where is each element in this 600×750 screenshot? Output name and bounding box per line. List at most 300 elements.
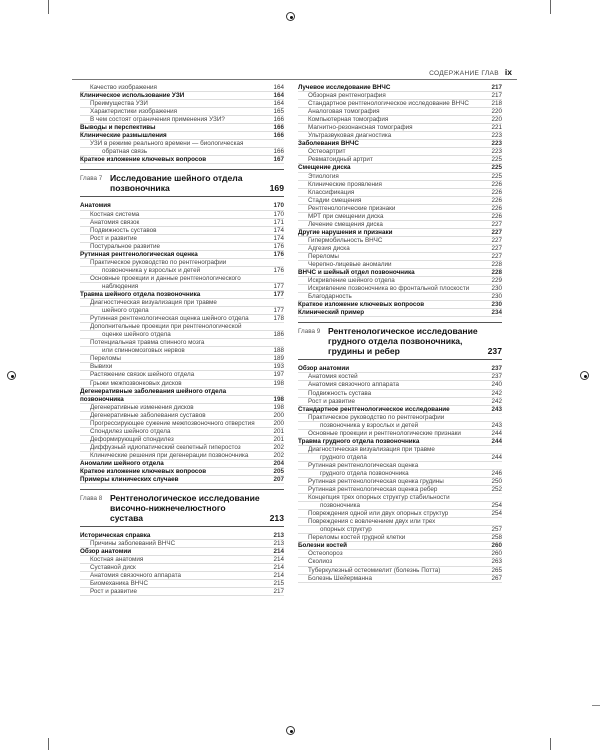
toc-entry-page: 202: [273, 443, 284, 451]
toc-entry: [80, 396, 284, 404]
toc-entry-page: 228: [491, 261, 502, 269]
toc-entry-page: 201: [273, 427, 284, 435]
toc-entry: [80, 412, 284, 420]
toc-entry: [298, 269, 502, 277]
toc-entry-page: 198: [273, 395, 284, 403]
toc-entry-page: 214: [273, 564, 284, 572]
toc-entry-title: Стадии смещения: [308, 196, 362, 204]
toc-entry: [80, 452, 284, 460]
toc-entry-title: Анатомия связочного аппарата: [308, 381, 400, 389]
toc-entry-page: 254: [491, 502, 502, 510]
toc-entry: [298, 293, 502, 301]
toc-entry-title: Смещение диска: [298, 164, 351, 172]
toc-entry-title: Клинические размышления: [80, 132, 167, 140]
toc-entry-title: ВНЧС и шейный отдел позвоночника: [298, 269, 415, 277]
toc-entry-title: Диагностическая визуализация при травме: [308, 445, 435, 453]
toc-entry: [298, 446, 502, 454]
toc-entry-title: Причины заболеваний ВНЧС: [90, 540, 176, 548]
toc-entry-page: 197: [273, 371, 284, 379]
toc-entry: [298, 92, 502, 100]
toc-entry-title: Рутинная рентгенологическая оценка ребер: [308, 486, 438, 494]
toc-entry-title: Черепно-лицевые аномалии: [308, 261, 392, 269]
running-head: [429, 67, 512, 77]
toc-entry-page: 189: [273, 355, 284, 363]
toc-entry-title: Лечение смещения диска: [308, 220, 383, 228]
toc-entry-title: Болезнь Шейерманна: [308, 574, 373, 582]
toc-entry-title: Костная система: [90, 210, 140, 218]
toc-entry: [80, 468, 284, 476]
running-head-section: СОДЕРЖАНИЕ ГЛАВ: [429, 70, 499, 77]
toc-entry-page: 227: [491, 252, 502, 260]
toc-entry-title: Туберкулезный остеомиелит (болезнь Потта): [308, 566, 441, 574]
toc-entry: [298, 108, 502, 116]
toc-entry: [80, 219, 284, 227]
toc-entry-page: 207: [273, 476, 284, 484]
toc-entry-title: опорных структур: [320, 526, 372, 534]
registration-mark-right: [580, 371, 589, 380]
toc-entry-page: 223: [491, 148, 502, 156]
toc-entry-title: Характеристики изображения: [90, 108, 178, 116]
toc-entry-title: Этиология: [308, 172, 339, 180]
toc-entry-title: Костная анатомия: [90, 556, 144, 564]
toc-entry: [80, 388, 284, 396]
toc-entry-page: 258: [491, 534, 502, 542]
toc-entry-title: Искривление шейного отдела: [308, 277, 395, 285]
toc-entry: [80, 100, 284, 108]
toc-entry: [298, 575, 502, 583]
toc-entry-page: 260: [491, 550, 502, 558]
toc-entry-page: 200: [273, 411, 284, 419]
toc-entry-title: Основные проекции и данные рентгенологического: [90, 274, 241, 282]
toc-entry-title: Рентгенологические признаки: [308, 204, 396, 212]
toc-entry: [80, 355, 284, 363]
toc-entry: [298, 406, 502, 414]
crop-mark-bottom-right: [550, 738, 551, 750]
toc-entry-title: Гипермобильность ВНЧС: [308, 236, 383, 244]
toc-entry: [298, 373, 502, 381]
toc-entry: [298, 277, 502, 285]
toc-entry-page: 193: [273, 363, 284, 371]
toc-entry: [298, 558, 502, 566]
toc-entry-title: Травма шейного отдела позвоночника: [80, 290, 201, 298]
toc-entry: [80, 283, 284, 291]
toc-entry-page: 243: [491, 405, 502, 413]
toc-entry-title: Анатомия костей: [308, 373, 358, 381]
toc-entry: [80, 243, 284, 251]
toc-entry: [80, 371, 284, 379]
toc-entry-title: Основные проекции и рентгенологические признаки: [308, 429, 461, 437]
toc-entry-title: Преимущества УЗИ: [90, 100, 148, 108]
toc-entry-title: Вывихи: [90, 363, 113, 371]
toc-entry: [80, 92, 284, 100]
toc-entry-title: Анатомия связок: [90, 218, 140, 226]
toc-entry-page: 202: [273, 451, 284, 459]
toc-entry: [298, 470, 502, 478]
toc-entry-page: 176: [273, 266, 284, 274]
toc-entry: [298, 116, 502, 124]
toc-entry-page: 213: [273, 532, 284, 540]
toc-entry: [80, 315, 284, 323]
toc-entry-page: 166: [273, 148, 284, 156]
toc-entry-title: Анатомия связочного аппарата: [90, 572, 182, 580]
registration-mark-left: [7, 371, 16, 380]
toc-entry-page: 226: [491, 188, 502, 196]
crop-mark-top-right: [550, 0, 551, 14]
toc-entry-page: 244: [491, 453, 502, 461]
toc-entry: [80, 331, 284, 339]
toc-entry: [298, 285, 502, 293]
toc-entry: [80, 588, 284, 596]
toc-entry: [80, 202, 284, 210]
toc-entry-title: Магнитно-резонансная томография: [308, 124, 413, 132]
toc-entry-page: 250: [491, 478, 502, 486]
toc-entry: [298, 253, 502, 261]
toc-entry-page: 201: [273, 435, 284, 443]
chapter-heading: [80, 489, 284, 527]
toc-entry-page: 226: [491, 196, 502, 204]
toc-entry: [298, 518, 502, 526]
toc-entry-title: Биомеханика ВНЧС: [90, 580, 149, 588]
toc-entry-title: Обзорная рентгенография: [308, 92, 386, 100]
toc-entry-title: Адгезия диска: [308, 244, 350, 252]
chapter-label: Глава 9: [298, 328, 321, 336]
toc-entry-title: Аналоговая томография: [308, 108, 380, 116]
toc-entry-title: Переломы костей грудной клетки: [308, 534, 406, 542]
toc-entry-page: 237: [491, 373, 502, 381]
toc-entry-title: Ультразвуковая диагностика: [308, 132, 392, 140]
toc-entry-title: Историческая справка: [80, 532, 151, 540]
chapter-title: Рентгенологическое исследование височно-нижнечелюстного сустава: [110, 493, 260, 524]
toc-entry: [298, 229, 502, 237]
chapter-label: Глава 8: [80, 495, 103, 503]
toc-entry-title: Переломы: [90, 355, 121, 363]
toc-entry: [80, 299, 284, 307]
toc-entry-title: позвоночника у взрослых и детей: [320, 421, 419, 429]
header-rule: [72, 79, 517, 80]
toc-entry-title: Потенциальная травма спинного мозга: [90, 339, 205, 347]
toc-entry-page: 214: [273, 572, 284, 580]
toc-entry-title: Клинические проявления: [308, 180, 382, 188]
toc-entry-page: 229: [491, 277, 502, 285]
toc-entry-page: 218: [491, 100, 502, 108]
toc-entry: [80, 436, 284, 444]
toc-entry: [298, 205, 502, 213]
toc-entry-page: 252: [491, 486, 502, 494]
toc-entry-title: Остеопороз: [308, 550, 343, 558]
toc-entry: [80, 291, 284, 299]
toc-entry-title: Стандартное рентгенологическое исследование ВНЧС: [308, 100, 469, 108]
toc-entry-title: Компьютерная томография: [308, 116, 389, 124]
toc-entry-title: УЗИ в режиме реального времени — биологическая: [90, 140, 244, 148]
chapter-page: 169: [269, 183, 284, 194]
toc-entry: [80, 211, 284, 219]
toc-entry-title: Клиническое использование УЗИ: [80, 92, 185, 100]
toc-column-left: [80, 84, 284, 596]
toc-entry-title: Повреждения одной или двух опорных структур: [308, 510, 449, 518]
toc-entry-title: позвоночника у взрослых и детей: [102, 266, 201, 274]
toc-entry-page: 217: [491, 92, 502, 100]
toc-entry-page: 164: [273, 92, 284, 100]
toc-entry: [298, 173, 502, 181]
toc-entry: [80, 307, 284, 315]
toc-entry-title: Дополнительные проекции при рентгенологической: [90, 323, 242, 331]
toc-entry-page: 171: [273, 218, 284, 226]
toc-entry-page: 177: [273, 290, 284, 298]
toc-entry-page: 227: [491, 220, 502, 228]
toc-entry: [80, 267, 284, 275]
toc-entry: [80, 108, 284, 116]
toc-entry-page: 226: [491, 204, 502, 212]
toc-entry: [298, 414, 502, 422]
toc-entry: [298, 422, 502, 430]
bleed-line: [592, 705, 600, 706]
toc-entry: [80, 532, 284, 540]
toc-entry-page: 214: [273, 548, 284, 556]
toc-entry: [298, 156, 502, 164]
toc-entry-page: 267: [491, 574, 502, 582]
toc-entry: [80, 347, 284, 355]
toc-entry-title: Болезни костей: [298, 542, 347, 550]
toc-entry-title: Обзор анатомии: [298, 365, 350, 373]
toc-entry-title: Деформирующий спондилез: [90, 435, 174, 443]
toc-entry-page: 200: [273, 419, 284, 427]
toc-entry: [298, 494, 502, 502]
toc-entry-page: 230: [491, 293, 502, 301]
toc-entry-page: 227: [491, 228, 502, 236]
toc-entry-title: Качество изображения: [90, 84, 157, 91]
toc-entry-title: Рутинная рентгенологическая оценка: [80, 250, 198, 258]
toc-entry-page: 263: [491, 558, 502, 566]
toc-entry-title: Лучевое исследование ВНЧС: [298, 84, 391, 91]
toc-entry-page: 225: [491, 156, 502, 164]
toc-entry-title: Рост и развитие: [90, 234, 138, 242]
toc-entry: [298, 486, 502, 494]
toc-entry: [298, 381, 502, 389]
toc-entry-page: 228: [491, 269, 502, 277]
toc-entry: [80, 444, 284, 452]
registration-mark-top: [286, 12, 295, 21]
toc-entry-title: Рост и развитие: [90, 588, 138, 596]
toc-entry-title: Краткое изложение ключевых вопросов: [298, 301, 425, 309]
toc-entry-title: Рутинная рентгенологическая оценка грудины: [308, 478, 444, 486]
toc-entry: [298, 510, 502, 518]
toc-entry: [80, 116, 284, 124]
toc-entry-page: 220: [491, 108, 502, 116]
toc-entry: [298, 237, 502, 245]
toc-entry-title: позвоночника: [80, 395, 124, 403]
toc-entry-title: Другие нарушения и признаки: [298, 228, 393, 236]
crop-mark-bottom-left: [48, 738, 49, 750]
toc-entry: [298, 181, 502, 189]
toc-entry: [80, 84, 284, 92]
toc-entry: [80, 548, 284, 556]
toc-entry-page: 164: [273, 84, 284, 91]
toc-entry: [298, 221, 502, 229]
toc-entry-page: 186: [273, 331, 284, 339]
toc-entry-page: 166: [273, 116, 284, 124]
toc-entry-page: 237: [491, 365, 502, 373]
toc-entry-page: 226: [491, 180, 502, 188]
toc-entry-title: Клинический пример: [298, 309, 365, 317]
toc-entry-page: 165: [273, 108, 284, 116]
toc-entry-title: Классификация: [308, 188, 355, 196]
toc-entry-title: Повреждения с вовлечением двух или трех: [308, 518, 436, 526]
toc-entry-page: 246: [491, 469, 502, 477]
toc-entry-title: Диффузный идиопатический скелетный гиперостоз: [90, 443, 241, 451]
toc-entry: [298, 189, 502, 197]
toc-entry: [298, 438, 502, 446]
toc-entry-title: наблюдения: [102, 282, 139, 290]
toc-entry-page: 225: [491, 164, 502, 172]
toc-entry-title: Практическое руководство по рентгенографии: [90, 258, 227, 266]
toc-entry-title: Ревматоидный артрит: [308, 156, 373, 164]
toc-entry-page: 188: [273, 347, 284, 355]
toc-entry: [298, 567, 502, 575]
toc-entry-page: 177: [273, 282, 284, 290]
toc-entry-page: 227: [491, 244, 502, 252]
toc-entry-title: МРТ при смещении диска: [308, 212, 384, 220]
toc-entry-page: 178: [273, 315, 284, 323]
toc-entry-page: 176: [273, 242, 284, 250]
toc-entry: [298, 454, 502, 462]
toc-entry-page: 217: [273, 588, 284, 596]
toc-entry-page: 265: [491, 566, 502, 574]
toc-entry-title: Грыжи межпозвонковых дисков: [90, 379, 182, 387]
toc-entry: [80, 148, 284, 156]
toc-entry-title: Прогрессирующее сужение межпозвоночного отверстия: [90, 419, 255, 427]
toc-entry: [80, 428, 284, 436]
toc-entry-page: 213: [273, 540, 284, 548]
toc-entry-page: 167: [273, 156, 284, 164]
toc-entry: [298, 245, 502, 253]
toc-entry-title: позвоночника: [320, 502, 361, 510]
toc-entry: [298, 309, 502, 317]
toc-entry-title: Сколиоз: [308, 558, 333, 566]
toc-entry-title: Анатомия: [80, 202, 111, 210]
toc-entry: [298, 84, 502, 92]
toc-entry-page: 244: [491, 429, 502, 437]
toc-entry-page: 260: [491, 542, 502, 550]
toc-entry-title: Выводы и перспективы: [80, 124, 156, 132]
toc-entry: [80, 251, 284, 259]
toc-entry-page: 205: [273, 468, 284, 476]
toc-entry-page: 198: [273, 403, 284, 411]
toc-entry-page: 166: [273, 124, 284, 132]
registration-mark-bottom: [286, 726, 295, 735]
toc-entry-title: Рутинная рентгенологическая оценка: [308, 461, 419, 469]
toc-entry-title: Практическое руководство по рентгенографии: [308, 413, 445, 421]
toc-entry: [80, 564, 284, 572]
toc-entry-page: 226: [491, 212, 502, 220]
toc-entry: [80, 420, 284, 428]
toc-entry-page: 217: [491, 84, 502, 91]
toc-entry: [80, 339, 284, 347]
toc-entry-page: 225: [491, 172, 502, 180]
toc-column-right: [298, 84, 502, 583]
toc-entry-title: шейного отдела: [102, 307, 149, 315]
toc-entry: [298, 390, 502, 398]
toc-entry-title: Остеоартрит: [308, 148, 346, 156]
toc-entry-page: 234: [491, 309, 502, 317]
toc-entry-title: Примеры клинических случаев: [80, 476, 179, 484]
toc-entry: [298, 100, 502, 108]
toc-entry-page: 174: [273, 226, 284, 234]
toc-entry-title: В чем состоят ограничения применения УЗИ?: [90, 116, 225, 124]
toc-entry-page: 198: [273, 379, 284, 387]
toc-entry-page: 242: [491, 389, 502, 397]
chapter-title: Исследование шейного отдела позвоночника: [110, 173, 243, 194]
toc-entry: [80, 259, 284, 267]
toc-entry-page: 174: [273, 234, 284, 242]
toc-entry-title: Растяжение связок шейного отдела: [90, 371, 195, 379]
toc-entry: [80, 124, 284, 132]
toc-entry: [80, 404, 284, 412]
toc-entry: [298, 140, 502, 148]
page-number: ix: [504, 67, 512, 77]
toc-entry-page: 215: [273, 580, 284, 588]
toc-entry: [80, 476, 284, 484]
toc-entry-page: 221: [491, 124, 502, 132]
toc-entry-title: Переломы: [308, 252, 339, 260]
toc-entry: [80, 580, 284, 588]
toc-entry-title: Концепция трех опорных структур стабильности: [308, 494, 450, 502]
toc-entry-title: Спондилез шейного отдела: [90, 427, 171, 435]
toc-entry: [298, 124, 502, 132]
toc-entry-title: Аномалии шейного отдела: [80, 459, 164, 467]
toc-entry-title: или спинномозговых нервов: [102, 347, 185, 355]
chapter-title: Рентгенологическое исследование грудного отдела позвоночника, грудины и ребер: [328, 326, 478, 357]
toc-entry: [80, 540, 284, 548]
chapter-heading: [80, 169, 284, 197]
toc-entry-title: Рутинная рентгенологическая оценка шейного отдела: [90, 315, 249, 323]
toc-entry-title: Краткое изложение ключевых вопросов: [80, 468, 207, 476]
toc-entry-page: 230: [491, 285, 502, 293]
toc-entry-page: 254: [491, 510, 502, 518]
toc-entry: [298, 502, 502, 510]
toc-entry-title: Дегенеративные заболевания шейного отдела: [80, 387, 227, 395]
toc-entry-page: 164: [273, 100, 284, 108]
toc-entry-title: Диагностическая визуализация при травме: [90, 299, 217, 307]
toc-entry-page: 240: [491, 381, 502, 389]
toc-entry-title: обратная связь: [102, 148, 147, 156]
toc-entry-title: грудного отдела позвоночника: [320, 469, 409, 477]
toc-entry-title: грудного отдела: [320, 453, 367, 461]
toc-entry-page: 170: [273, 202, 284, 210]
toc-entry-page: 176: [273, 250, 284, 258]
toc-entry: [298, 164, 502, 172]
toc-entry-page: 243: [491, 421, 502, 429]
chapter-page: 237: [487, 346, 502, 357]
toc-entry-title: Краткое изложение ключевых вопросов: [80, 156, 207, 164]
toc-entry-title: Подвижность сустава: [308, 389, 372, 397]
toc-entry: [298, 398, 502, 406]
toc-entry-title: Заболевания ВНЧС: [298, 140, 359, 148]
toc-entry-title: Дегенеративные заболевания суставов: [90, 411, 206, 419]
toc-entry-page: 204: [273, 459, 284, 467]
toc-entry-title: оценке шейного отдела: [102, 331, 171, 339]
toc-entry-title: Рост и развитие: [308, 397, 356, 405]
toc-entry-page: 166: [273, 132, 284, 140]
toc-entry: [80, 323, 284, 331]
toc-entry-page: 223: [491, 140, 502, 148]
toc-entry-title: Искривление позвоночника во фронтальной плоскости: [308, 285, 470, 293]
toc-entry: [80, 156, 284, 164]
toc-entry-page: 257: [491, 526, 502, 534]
toc-entry-page: 170: [273, 210, 284, 218]
toc-entry: [298, 197, 502, 205]
toc-entry-title: Суставной диск: [90, 564, 136, 572]
toc-entry-page: 214: [273, 556, 284, 564]
